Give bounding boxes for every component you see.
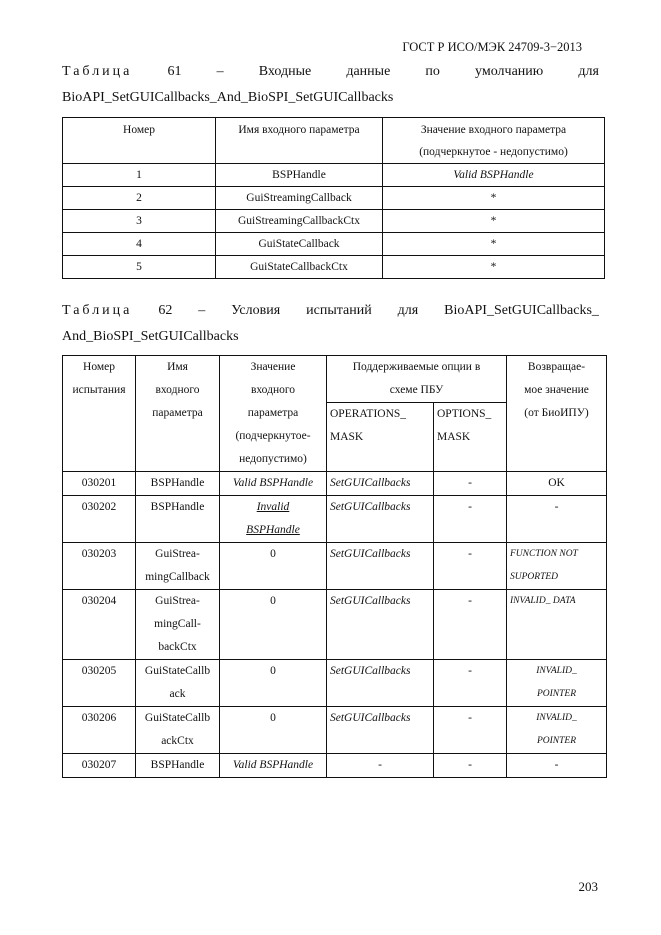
table-cell <box>220 496 327 543</box>
column-header: Имя входного параметра <box>216 118 383 164</box>
table-cell: 2 <box>63 187 216 210</box>
caption-word: BioAPI_SetGUICallbacks_ <box>444 303 599 318</box>
table-cell: - <box>434 496 507 543</box>
table-cell <box>136 754 220 778</box>
table-cell: - <box>434 660 507 707</box>
caption-number: 61 <box>167 64 182 79</box>
cell-line: INVALID_ DATA <box>510 596 576 606</box>
cell-line: GuiStateCallb <box>144 712 211 724</box>
document-header: ГОСТ Р ИСО/МЭК 24709-3−2013 <box>402 40 582 54</box>
table-cell: 030206 <box>63 707 136 754</box>
caption-word: данные <box>346 64 391 79</box>
cell-line: OK <box>548 477 565 489</box>
header-line: Значение входного параметра <box>420 124 567 136</box>
table-cell: GuiStreamingCallbackCtx <box>216 210 383 233</box>
caption-line2: And_BioSPI_SetGUICallbacks <box>62 329 239 344</box>
table-cell: SetGUICallbacks <box>327 660 434 707</box>
table-cell: * <box>383 233 605 256</box>
column-header <box>383 118 605 164</box>
column-header: Имя входного параметра <box>136 356 220 472</box>
table-cell <box>136 707 220 754</box>
cell-line: Valid BSPHandle <box>232 759 314 771</box>
caption-word: для <box>578 64 599 79</box>
table-cell: * <box>383 256 605 279</box>
cell-line: 0 <box>270 548 276 560</box>
cell-line: - <box>554 759 559 771</box>
caption-dash: – <box>216 64 224 79</box>
cell-line: GuiStrea- <box>155 595 200 607</box>
table-cell <box>507 707 607 754</box>
cell-line: mingCallback <box>145 571 210 583</box>
table-cell: - <box>434 754 507 778</box>
table-row <box>63 707 607 754</box>
caption-word: Таблица <box>62 303 133 318</box>
table-cell: SetGUICallbacks <box>327 543 434 590</box>
table-cell: 030202 <box>63 496 136 543</box>
table-cell: GuiStreamingCallback <box>216 187 383 210</box>
table-cell <box>507 660 607 707</box>
caption-word: Входные <box>258 64 312 79</box>
table-row <box>63 233 605 256</box>
cell-line: - <box>554 501 559 513</box>
table-cell: SetGUICallbacks <box>327 590 434 660</box>
cell-line: POINTER <box>536 689 577 699</box>
table-cell <box>220 707 327 754</box>
cell-line: ackCtx <box>161 735 194 747</box>
table-row <box>63 543 607 590</box>
caption-dash: – <box>198 303 206 318</box>
table-cell: 030201 <box>63 472 136 496</box>
column-header: OPERATIONS_ MASK <box>327 403 434 472</box>
column-header: Возвращае- мое значение (от БиоИПУ) <box>507 356 607 472</box>
column-header: Поддерживаемые опции в схеме ПБУ <box>327 356 507 403</box>
table-cell <box>220 590 327 660</box>
table62 <box>62 355 607 778</box>
table-row <box>63 496 607 543</box>
table-row <box>63 754 607 778</box>
table-cell <box>136 543 220 590</box>
cell-line: BSPHandle <box>150 477 205 489</box>
table-cell <box>220 754 327 778</box>
caption-word: Таблица <box>62 64 133 79</box>
table-cell <box>220 472 327 496</box>
table-cell: 4 <box>63 233 216 256</box>
cell-line: 0 <box>270 712 276 724</box>
cell-line: GuiStrea- <box>155 548 200 560</box>
column-header: Номер <box>63 118 216 164</box>
table-cell: SetGUICallbacks <box>327 707 434 754</box>
table-cell: - <box>434 590 507 660</box>
table-cell: - <box>434 472 507 496</box>
table-cell: - <box>434 707 507 754</box>
cell-line: ack <box>169 688 186 700</box>
table61 <box>62 117 605 279</box>
header-line: (подчеркнутое - недопустимо) <box>419 146 568 158</box>
caption-word: для <box>397 303 419 318</box>
table-cell: 030204 <box>63 590 136 660</box>
table-cell: SetGUICallbacks <box>327 496 434 543</box>
caption-word: по <box>425 64 440 79</box>
cell-line: GuiStateCallb <box>144 665 211 677</box>
column-header: OPTIONS_ MASK <box>434 403 507 472</box>
cell-line: INVALID_ <box>536 713 577 723</box>
table-row <box>63 210 605 233</box>
table-cell: GuiStateCallback <box>216 233 383 256</box>
cell-line: 0 <box>270 665 276 677</box>
table-cell <box>136 472 220 496</box>
caption-word: умолчанию <box>475 64 544 79</box>
cell-line: BSPHandle <box>150 759 205 771</box>
table-cell: - <box>327 754 434 778</box>
table-cell: 030207 <box>63 754 136 778</box>
caption-word: Условия <box>231 303 281 318</box>
table-cell: 1 <box>63 164 216 187</box>
table-cell <box>507 754 607 778</box>
table-cell: - <box>434 543 507 590</box>
table-cell <box>136 660 220 707</box>
table-header-row <box>63 118 605 164</box>
table-cell <box>507 543 607 590</box>
table-row <box>63 164 605 187</box>
column-header: Значение входного параметра (подчеркнутое- недопустимо) <box>220 356 327 472</box>
table-row <box>63 472 607 496</box>
table-cell: Valid BSPHandle <box>383 164 605 187</box>
cell-line: FUNCTION NOT <box>510 549 578 559</box>
table-row <box>63 590 607 660</box>
cell-line: BSPHandle <box>246 524 300 536</box>
table-cell <box>136 590 220 660</box>
table-cell: * <box>383 187 605 210</box>
table-header-row <box>63 356 607 403</box>
table-cell: BSPHandle <box>216 164 383 187</box>
table-cell <box>136 496 220 543</box>
table-cell: GuiStateCallbackCtx <box>216 256 383 279</box>
caption-number: 62 <box>158 303 173 318</box>
table-cell <box>507 590 607 660</box>
cell-line: INVALID_ <box>536 666 577 676</box>
cell-line: BSPHandle <box>150 501 205 513</box>
table-cell: SetGUICallbacks <box>327 472 434 496</box>
table-row <box>63 187 605 210</box>
table-cell: 030203 <box>63 543 136 590</box>
table-cell: 5 <box>63 256 216 279</box>
table-cell <box>220 660 327 707</box>
cell-line: POINTER <box>536 736 577 746</box>
cell-line: 0 <box>270 595 276 607</box>
caption-word: испытаний <box>306 303 372 318</box>
column-header: Номер испытания <box>63 356 136 472</box>
table-cell <box>507 472 607 496</box>
caption-line2: BioAPI_SetGUICallbacks_And_BioSPI_SetGUICallbacks <box>62 90 394 105</box>
cell-line: mingCall- <box>154 618 201 630</box>
page-number: 203 <box>578 879 598 894</box>
table62-caption <box>62 298 599 350</box>
table-cell <box>507 496 607 543</box>
cell-line: backCtx <box>158 641 197 653</box>
table-cell <box>220 543 327 590</box>
table-cell: 030205 <box>63 660 136 707</box>
table-row <box>63 256 605 279</box>
cell-line: Valid BSPHandle <box>232 477 314 489</box>
table-cell: * <box>383 210 605 233</box>
table-cell: 3 <box>63 210 216 233</box>
cell-line: Invalid <box>256 501 290 513</box>
table61-caption <box>62 59 599 111</box>
cell-line: SUPORTED <box>510 572 559 582</box>
table-row <box>63 660 607 707</box>
